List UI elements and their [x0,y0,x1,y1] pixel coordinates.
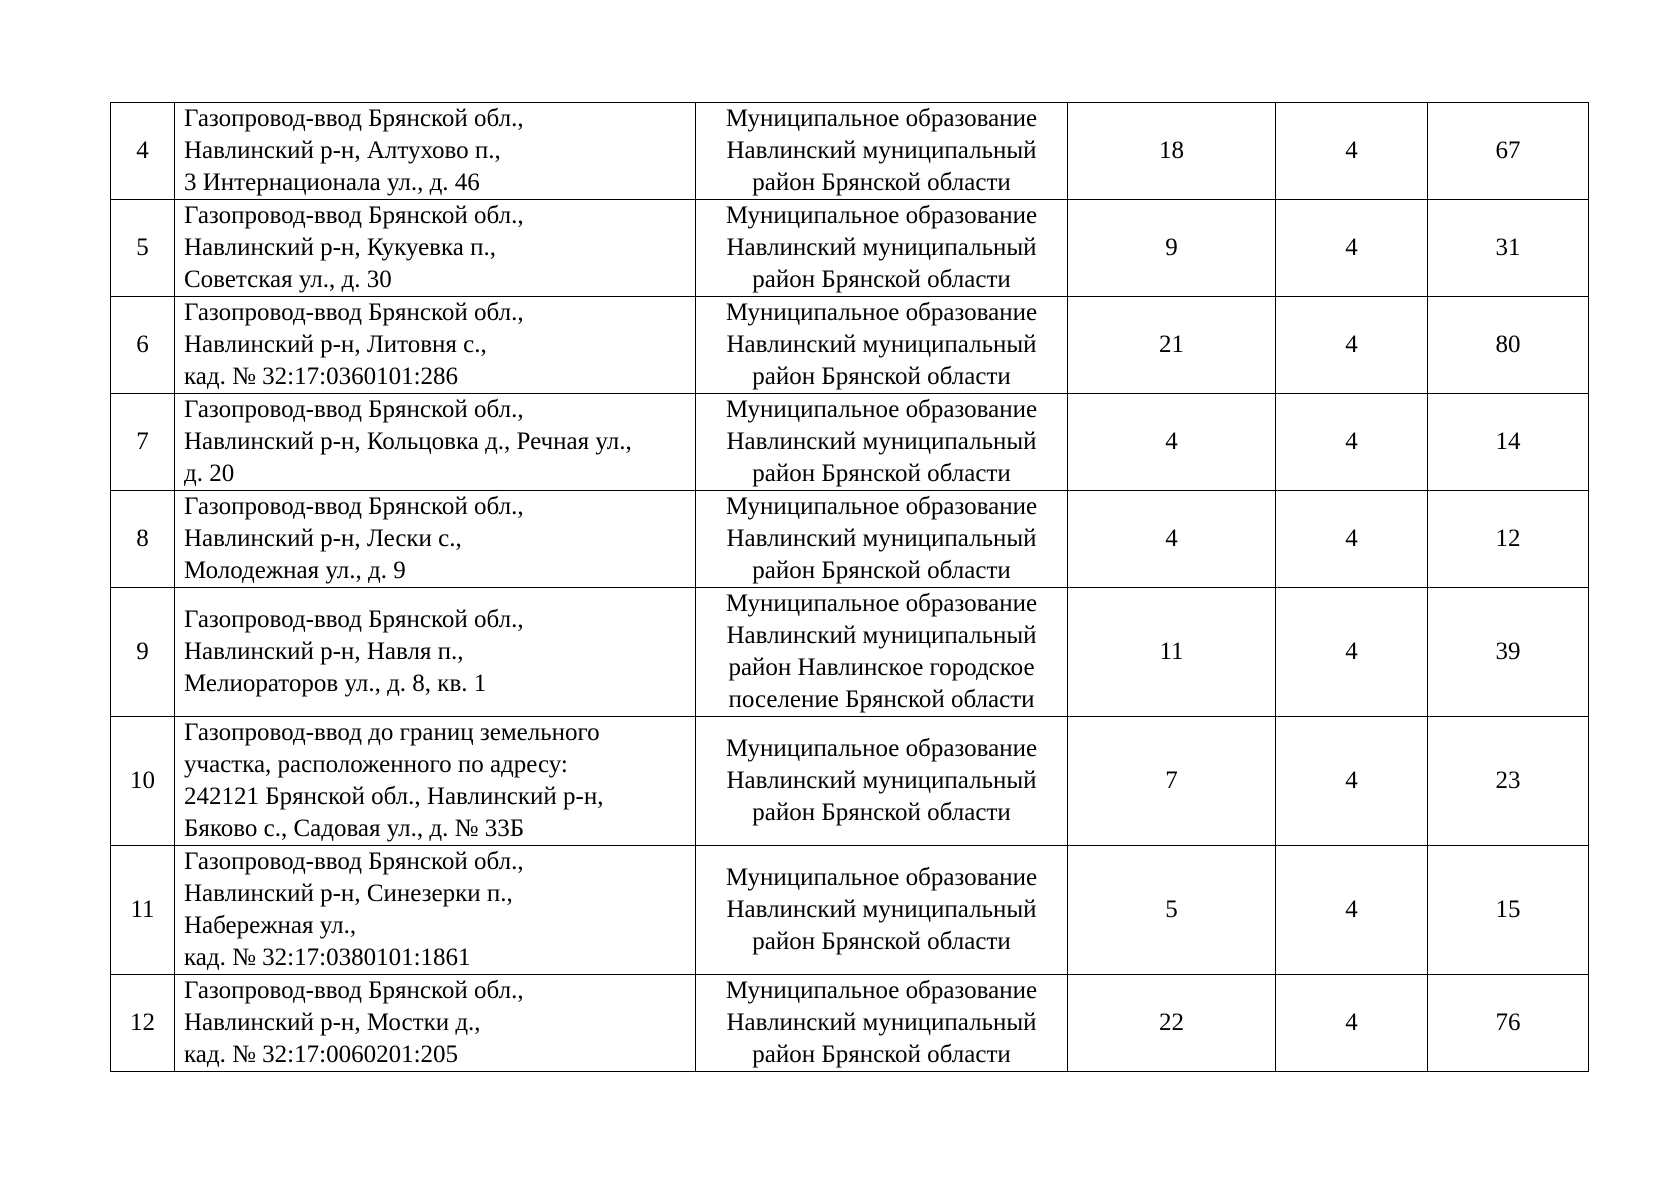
value-col-4: 5 [1165,896,1178,923]
owner-name-line: Муниципальное образование [725,493,1038,520]
value-col-5: 4 [1345,1009,1358,1036]
object-description-line: участка, расположенного по адресу: [184,751,568,778]
object-description-cell [175,588,696,717]
object-description-line: Навлинский р-н, Навля п., [184,638,464,665]
value-col-6: 15 [1495,896,1521,923]
value-col-5: 4 [1345,896,1358,923]
value-col-6: 31 [1495,234,1521,261]
value-col-4-cell [1068,717,1276,846]
table-row [111,297,1589,394]
object-description-line: Газопровод-ввод Брянской обл., [184,202,524,229]
row-number-cell [111,717,175,846]
row-number: 9 [136,638,149,665]
table-row [111,103,1589,200]
owner-name-line: Навлинский муниципальный [726,137,1037,164]
object-description-cell [175,200,696,297]
owner-name-line: Навлинский муниципальный [726,428,1037,455]
value-col-5: 4 [1345,767,1358,794]
object-description-line: Газопровод-ввод Брянской обл., [184,396,524,423]
object-description-line: Газопровод-ввод Брянской обл., [184,848,524,875]
owner-name-line: Муниципальное образование [725,396,1038,423]
value-col-6-cell [1428,103,1589,200]
owner-name-line: Муниципальное образование [725,735,1038,762]
value-col-5-cell [1276,103,1428,200]
owner-name-line: район Брянской области [752,363,1011,390]
table-row [111,200,1589,297]
object-description-line: Навлинский р-н, Мостки д., [184,1009,481,1036]
value-col-4: 18 [1159,137,1184,164]
value-col-6: 67 [1495,137,1521,164]
row-number-cell [111,394,175,491]
value-col-4: 21 [1159,331,1184,358]
value-col-6: 39 [1495,638,1521,665]
object-description-line: Навлинский р-н, Кукуевка п., [184,234,496,261]
value-col-6: 80 [1495,331,1521,358]
owner-name-line: Навлинский муниципальный [726,331,1037,358]
row-number: 12 [130,1009,155,1036]
gas-pipeline-table [110,102,1589,1072]
owner-name-line: район Брянской области [752,928,1011,955]
value-col-4-cell [1068,975,1276,1072]
object-description-line: Газопровод-ввод Брянской обл., [184,606,524,633]
object-description-cell [175,103,696,200]
value-col-5-cell [1276,717,1428,846]
value-col-4: 11 [1159,638,1184,665]
value-col-4-cell [1068,103,1276,200]
owner-name-line: поселение Брянской области [728,686,1035,713]
owner-name-cell [696,491,1068,588]
value-col-5-cell [1276,297,1428,394]
owner-name-line: Муниципальное образование [725,202,1038,229]
row-number-cell [111,103,175,200]
value-col-6-cell [1428,975,1589,1072]
row-number-cell [111,491,175,588]
value-col-5-cell [1276,491,1428,588]
object-description-line: Навлинский р-н, Литовня с., [184,331,487,358]
value-col-4: 7 [1165,767,1178,794]
object-description-line: Бяково с., Садовая ул., д. № 33Б [184,815,525,842]
object-description-cell [175,846,696,975]
value-col-4-cell [1068,491,1276,588]
row-number: 6 [136,331,149,358]
row-number-cell [111,200,175,297]
value-col-5: 4 [1345,428,1358,455]
object-description-line: Навлинский р-н, Кольцовка д., Речная ул., [184,428,632,455]
owner-name-line: Навлинский муниципальный [726,767,1037,794]
value-col-6: 76 [1495,1009,1521,1036]
owner-name-line: Навлинский муниципальный [726,622,1037,649]
owner-name-cell [696,846,1068,975]
object-description-line: 242121 Брянской обл., Навлинский р-н, [184,783,604,810]
value-col-6-cell [1428,717,1589,846]
value-col-5-cell [1276,846,1428,975]
value-col-5: 4 [1345,331,1358,358]
value-col-4-cell [1068,846,1276,975]
row-number-cell [111,297,175,394]
owner-name-cell [696,297,1068,394]
object-description-cell [175,297,696,394]
object-description-line: кад. № 32:17:0380101:1861 [184,944,471,971]
value-col-6: 23 [1495,767,1521,794]
value-col-4: 4 [1165,428,1178,455]
owner-name-line: Муниципальное образование [725,977,1038,1004]
owner-name-line: Муниципальное образование [725,590,1038,617]
value-col-6-cell [1428,846,1589,975]
table-row [111,846,1589,975]
value-col-6-cell [1428,491,1589,588]
value-col-5: 4 [1345,137,1358,164]
owner-name-line: Навлинский муниципальный [726,525,1037,552]
value-col-4: 9 [1165,234,1178,261]
row-number: 5 [136,234,149,261]
value-col-6: 12 [1495,525,1521,552]
owner-name-cell [696,200,1068,297]
owner-name-cell [696,717,1068,846]
value-col-4-cell [1068,200,1276,297]
value-col-6-cell [1428,297,1589,394]
owner-name-cell [696,588,1068,717]
object-description-line: 3 Интернационала ул., д. 46 [184,169,480,196]
object-description-line: Навлинский р-н, Алтухово п., [184,137,501,164]
owner-name-line: Навлинский муниципальный [726,1009,1037,1036]
table-row [111,717,1589,846]
table-row [111,491,1589,588]
owner-name-line: район Брянской области [752,557,1011,584]
object-description-line: кад. № 32:17:0360101:286 [184,363,459,390]
owner-name-line: Навлинский муниципальный [726,896,1037,923]
object-description-line: Навлинский р-н, Синезерки п., [184,880,513,907]
object-description-line: Мелиораторов ул., д. 8, кв. 1 [184,670,487,697]
value-col-5-cell [1276,975,1428,1072]
row-number: 4 [136,137,149,164]
object-description-cell [175,975,696,1072]
object-description-line: Газопровод-ввод Брянской обл., [184,105,524,132]
table-row [111,394,1589,491]
owner-name-line: Муниципальное образование [725,864,1038,891]
row-number: 8 [136,525,149,552]
object-description-line: Газопровод-ввод до границ земельного [184,719,600,746]
object-description-line: Набережная ул., [184,912,357,939]
owner-name-line: Навлинский муниципальный [726,234,1037,261]
value-col-5-cell [1276,588,1428,717]
owner-name-line: район Брянской области [752,799,1011,826]
row-number: 10 [130,767,155,794]
object-description-line: Газопровод-ввод Брянской обл., [184,299,524,326]
row-number: 7 [136,428,149,455]
value-col-6-cell [1428,588,1589,717]
object-description-cell [175,394,696,491]
owner-name-line: район Брянской области [752,460,1011,487]
object-description-cell [175,717,696,846]
owner-name-cell [696,394,1068,491]
table-row [111,975,1589,1072]
value-col-4-cell [1068,394,1276,491]
value-col-4-cell [1068,297,1276,394]
object-description-cell [175,491,696,588]
value-col-4: 4 [1165,525,1178,552]
value-col-4-cell [1068,588,1276,717]
object-description-line: Советская ул., д. 30 [184,266,392,293]
owner-name-cell [696,103,1068,200]
value-col-5: 4 [1345,234,1358,261]
value-col-6-cell [1428,200,1589,297]
object-description-line: Газопровод-ввод Брянской обл., [184,977,524,1004]
value-col-4: 22 [1159,1009,1184,1036]
object-description-line: кад. № 32:17:0060201:205 [184,1041,459,1068]
value-col-5: 4 [1345,638,1358,665]
value-col-6: 14 [1495,428,1521,455]
owner-name-line: район Брянской области [752,266,1011,293]
value-col-5: 4 [1345,525,1358,552]
value-col-6-cell [1428,394,1589,491]
owner-name-line: Муниципальное образование [725,105,1038,132]
table-body [111,103,1589,1072]
object-description-line: Навлинский р-н, Лески с., [184,525,462,552]
owner-name-line: Муниципальное образование [725,299,1038,326]
row-number: 11 [130,896,155,923]
owner-name-cell [696,975,1068,1072]
row-number-cell [111,975,175,1072]
value-col-5-cell [1276,200,1428,297]
value-col-5-cell [1276,394,1428,491]
object-description-line: д. 20 [184,460,235,487]
table-row [111,588,1589,717]
owner-name-line: район Брянской области [752,1041,1011,1068]
owner-name-line: район Брянской области [752,169,1011,196]
object-description-line: Газопровод-ввод Брянской обл., [184,493,524,520]
object-description-line: Молодежная ул., д. 9 [184,557,406,584]
owner-name-line: район Навлинское городское [728,654,1035,681]
row-number-cell [111,846,175,975]
row-number-cell [111,588,175,717]
